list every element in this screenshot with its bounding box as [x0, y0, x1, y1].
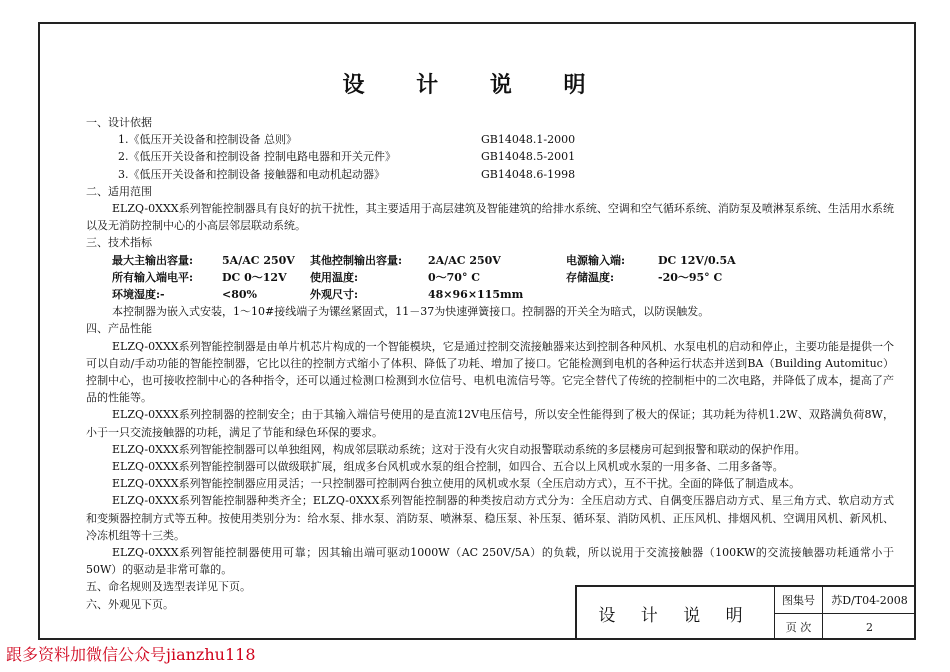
section-4-paragraph: ELZQ-0XXX系列智能控制器是由单片机芯片构成的一个智能模块，它是通过控制交流接触器来达到控制各种风机、水泵电机的启动和停止，主要功能是提供一个可以自动/手动功能的智能控制器，它比以往的控制方式缩小了体积、降低了功耗、增加了接口。它能检测到电机的各种运行状态并送到BA（Building Automituc）控制中心，也可接收控制中心的各种指令，还可以通过检测口检测到水位信号、电机电流信号等。它完全替代了传统的控制柜中的二次电路，并降低了成本，提高了产品的性能等。: [86, 339, 894, 405]
spec-label: 环境湿度:-: [112, 288, 165, 302]
section-4-heading: 四、产品性能: [86, 322, 152, 336]
atlas-number-label: 图集号: [775, 587, 823, 614]
section-5-heading: 五、命名规则及选型表详见下页。: [86, 580, 251, 594]
title-block-name: 设 计 说 明: [577, 587, 775, 640]
spec-label: 使用温度:: [310, 270, 359, 284]
section-6-heading: 六、外观见下页。: [86, 597, 174, 611]
page-number-label: 页 次: [775, 614, 823, 640]
section-4-paragraph: ELZQ-0XXX系列控制器的控制安全；由于其输入端信号使用的是直流12V电压信号，所以安全性能得到了极大的保证；其功耗为待机1.2W、双路满负荷8W， 小于一只交流接触器的功耗，满足了节能和绿色环保的要求。: [86, 408, 894, 439]
spec-label: 外观尺寸:: [310, 288, 359, 302]
watermark-text: 跟多资料加微信公众号jianzhu118: [6, 645, 256, 664]
title-block: [575, 585, 916, 640]
section-4-paragraph: ELZQ-0XXX系列智能控制器使用可靠；因其输出端可驱动1000W（AC 250V/5A）的负载，所以说用于交流接触器（100KW的交流接触器功耗通常小于50W）的驱动是非常可靠的。: [86, 546, 894, 577]
spec-row: [86, 286, 894, 303]
spec-value: 48×96×115mm: [428, 288, 524, 302]
spec-value: 0～70° C: [428, 270, 481, 284]
spec-label: 最大主输出容量:: [112, 253, 194, 267]
atlas-number-value: 苏D/T04-2008: [823, 587, 916, 614]
standard-name: 1.《低压开关设备和控制设备 总则》: [118, 133, 297, 147]
section-4-paragraph: ELZQ-0XXX系列智能控制器种类齐全；ELZQ-0XXX系列智能控制器的种类按启动方式分为：全压启动方式、自偶变压器启动方式、星三角方式、软启动方式和变频器控制方式等五种。按使用类别分为：给水泵、排水泵、消防泵、喷淋泵、稳压泵、补压泵、循环泵、消防风机、正压风机、排烟风机、空调用风机、新风机、冷冻机组等十三类。: [86, 494, 894, 542]
standard-code: GB14048.6-1998: [481, 167, 576, 181]
spec-value: DC 0～12V: [222, 270, 287, 284]
spec-row: [86, 252, 894, 269]
document-title: 设 计 说 明: [342, 72, 608, 98]
spec-value: 2A/AC 250V: [428, 253, 501, 267]
spec-label: 电源输入端:: [566, 253, 626, 267]
spec-label: 所有输入端电平:: [112, 270, 194, 284]
standard-name: 3.《低压开关设备和控制设备 接触器和电动机起动器》: [118, 167, 385, 181]
section-4-paragraph: ELZQ-0XXX系列智能控制器可以单独组网，构成邻层联动系统；这对于没有火灾自动报警联动系统的多层楼房可起到报警和联动的保护作用。: [112, 442, 806, 456]
spec-row: [86, 269, 894, 286]
section-4-paragraph: ELZQ-0XXX系列智能控制器可以做级联扩展，组成多台风机或水泵的组合控制，如四合、五合以上风机或水泵的一用多备、二用多备等。: [112, 460, 784, 474]
standard-item: [86, 148, 894, 165]
standard-item: [86, 131, 894, 148]
section-4-paragraph: ELZQ-0XXX系列智能控制器应用灵活；一只控制器可控制两台独立使用的风机或水泵（全压启动方式），互不干扰。全面的降低了制造成本。: [112, 477, 801, 491]
document-body: [86, 114, 894, 613]
section-3-note: 本控制器为嵌入式安装，1～10#接线端子为镙丝紧固式，11－37为快速弹簧接口。控制器的开关全为暗式，以防误触发。: [112, 305, 710, 319]
spec-value: DC 12V/0.5A: [658, 253, 736, 267]
spec-value: 5A/AC 250V: [222, 253, 295, 267]
section-2-text: ELZQ-0XXX系列智能控制器具有良好的抗干扰性，其主要适用于高层建筑及智能建筑的给排水系统、空调和空气循环系统、消防泵及喷淋泵系统、生活用水系统以及无消防控制中心的小高层邻层联动系统。: [86, 202, 894, 233]
standard-name: 2.《低压开关设备和控制设备 控制电路电器和开关元件》: [118, 150, 396, 164]
spec-value: <80%: [222, 288, 257, 302]
section-3-heading: 三、技术指标: [86, 236, 152, 250]
spec-label: 其他控制输出容量:: [310, 253, 403, 267]
standard-code: GB14048.5-2001: [481, 150, 576, 164]
page-number-value: 2: [866, 620, 873, 634]
section-1-heading: 一、设计依据: [86, 116, 152, 129]
section-2-heading: 二、适用范围: [86, 184, 152, 198]
spec-value: -20～95° C: [658, 270, 723, 284]
standard-code: GB14048.1-2000: [481, 133, 576, 147]
spec-label: 存储温度:: [566, 270, 615, 284]
standard-item: [86, 166, 894, 183]
